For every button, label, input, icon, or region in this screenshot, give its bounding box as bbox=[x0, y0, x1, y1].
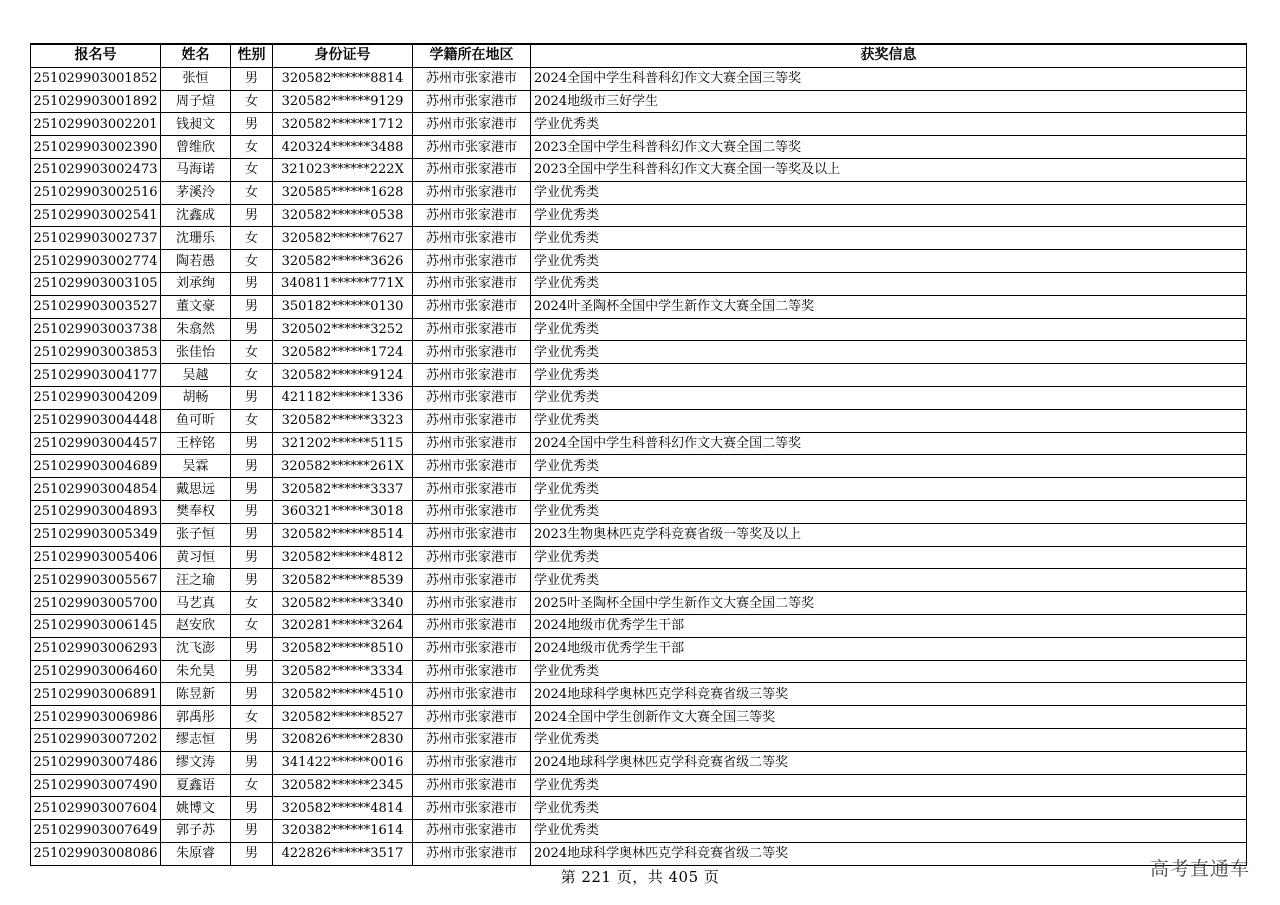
student-name-cell: 鱼可昕 bbox=[161, 409, 231, 432]
id-number-cell: 320582******3334 bbox=[273, 660, 413, 683]
award-info-cell: 学业优秀类 bbox=[531, 409, 1247, 432]
table-row bbox=[31, 432, 1247, 455]
id-number-cell: 320582******3626 bbox=[273, 250, 413, 273]
student-name-cell: 汪之瑜 bbox=[161, 569, 231, 592]
id-number-cell: 320582******4812 bbox=[273, 546, 413, 569]
award-info-cell: 学业优秀类 bbox=[531, 774, 1247, 797]
table-row bbox=[31, 227, 1247, 250]
student-name-cell: 周子煊 bbox=[161, 90, 231, 113]
award-info-cell: 学业优秀类 bbox=[531, 181, 1247, 204]
school-region-cell: 苏州市张家港市 bbox=[413, 67, 531, 90]
registration-number-cell: 251029903003105 bbox=[31, 272, 161, 295]
award-info-cell: 2023全国中学生科普科幻作文大赛全国一等奖及以上 bbox=[531, 158, 1247, 181]
id-number-cell: 320582******4814 bbox=[273, 797, 413, 820]
gender-cell: 女 bbox=[231, 614, 273, 637]
table-row bbox=[31, 364, 1247, 387]
student-name-cell: 钱昶文 bbox=[161, 113, 231, 136]
registration-number-cell: 251029903006891 bbox=[31, 683, 161, 706]
table-row bbox=[31, 751, 1247, 774]
id-number-cell: 320582******3337 bbox=[273, 478, 413, 501]
student-name-cell: 黄习恒 bbox=[161, 546, 231, 569]
student-name-cell: 朱翕然 bbox=[161, 318, 231, 341]
student-name-cell: 缪文涛 bbox=[161, 751, 231, 774]
id-number-cell: 320582******3340 bbox=[273, 592, 413, 615]
gender-cell: 女 bbox=[231, 90, 273, 113]
id-number-cell: 320281******3264 bbox=[273, 614, 413, 637]
id-number-cell: 321023******222X bbox=[273, 158, 413, 181]
table-row bbox=[31, 820, 1247, 843]
student-name-cell: 胡畅 bbox=[161, 386, 231, 409]
id-number-cell: 320582******8527 bbox=[273, 706, 413, 729]
table-row bbox=[31, 706, 1247, 729]
table-body bbox=[31, 67, 1247, 865]
id-number-cell: 320582******9129 bbox=[273, 90, 413, 113]
id-number-cell: 320582******7627 bbox=[273, 227, 413, 250]
table-row bbox=[31, 797, 1247, 820]
award-info-cell: 学业优秀类 bbox=[531, 546, 1247, 569]
registration-number-cell: 251029903007486 bbox=[31, 751, 161, 774]
table-row bbox=[31, 500, 1247, 523]
gender-cell: 男 bbox=[231, 523, 273, 546]
table-row bbox=[31, 774, 1247, 797]
registration-number-cell: 251029903005406 bbox=[31, 546, 161, 569]
id-number-cell: 422826******3517 bbox=[273, 842, 413, 865]
id-number-cell: 341422******0016 bbox=[273, 751, 413, 774]
table-row bbox=[31, 386, 1247, 409]
gender-cell: 女 bbox=[231, 158, 273, 181]
id-number-cell: 320582******2345 bbox=[273, 774, 413, 797]
gender-cell: 男 bbox=[231, 455, 273, 478]
school-region-cell: 苏州市张家港市 bbox=[413, 341, 531, 364]
id-number-cell: 420324******3488 bbox=[273, 136, 413, 159]
school-region-cell: 苏州市张家港市 bbox=[413, 500, 531, 523]
student-name-cell: 张恒 bbox=[161, 67, 231, 90]
table-row bbox=[31, 204, 1247, 227]
award-info-cell: 学业优秀类 bbox=[531, 728, 1247, 751]
gender-cell: 女 bbox=[231, 136, 273, 159]
registration-number-cell: 251029903007490 bbox=[31, 774, 161, 797]
id-number-cell: 421182******1336 bbox=[273, 386, 413, 409]
table-row bbox=[31, 158, 1247, 181]
student-name-cell: 樊奉权 bbox=[161, 500, 231, 523]
gender-cell: 男 bbox=[231, 820, 273, 843]
school-region-cell: 苏州市张家港市 bbox=[413, 295, 531, 318]
award-info-cell: 2023全国中学生科普科幻作文大赛全国二等奖 bbox=[531, 136, 1247, 159]
header-award-info: 获奖信息 bbox=[531, 44, 1247, 67]
school-region-cell: 苏州市张家港市 bbox=[413, 523, 531, 546]
gender-cell: 男 bbox=[231, 660, 273, 683]
id-number-cell: 320826******2830 bbox=[273, 728, 413, 751]
gender-cell: 女 bbox=[231, 341, 273, 364]
table-row bbox=[31, 660, 1247, 683]
gender-cell: 男 bbox=[231, 637, 273, 660]
registration-number-cell: 251029903001892 bbox=[31, 90, 161, 113]
gender-cell: 女 bbox=[231, 592, 273, 615]
award-info-cell: 2024地级市三好学生 bbox=[531, 90, 1247, 113]
id-number-cell: 320582******3323 bbox=[273, 409, 413, 432]
gender-cell: 男 bbox=[231, 683, 273, 706]
registration-number-cell: 251029903002516 bbox=[31, 181, 161, 204]
student-name-cell: 张佳怡 bbox=[161, 341, 231, 364]
gender-cell: 男 bbox=[231, 500, 273, 523]
registration-number-cell: 251029903002390 bbox=[31, 136, 161, 159]
student-name-cell: 马艺真 bbox=[161, 592, 231, 615]
gender-cell: 女 bbox=[231, 774, 273, 797]
award-info-cell: 2024全国中学生科普科幻作文大赛全国三等奖 bbox=[531, 67, 1247, 90]
school-region-cell: 苏州市张家港市 bbox=[413, 842, 531, 865]
award-info-cell: 学业优秀类 bbox=[531, 660, 1247, 683]
registration-number-cell: 251029903003853 bbox=[31, 341, 161, 364]
award-info-cell: 学业优秀类 bbox=[531, 250, 1247, 273]
table-row bbox=[31, 90, 1247, 113]
student-name-cell: 沈珊乐 bbox=[161, 227, 231, 250]
award-info-cell: 学业优秀类 bbox=[531, 569, 1247, 592]
school-region-cell: 苏州市张家港市 bbox=[413, 660, 531, 683]
school-region-cell: 苏州市张家港市 bbox=[413, 318, 531, 341]
school-region-cell: 苏州市张家港市 bbox=[413, 728, 531, 751]
gender-cell: 女 bbox=[231, 181, 273, 204]
id-number-cell: 320582******8814 bbox=[273, 67, 413, 90]
gender-cell: 男 bbox=[231, 546, 273, 569]
registration-number-cell: 251029903001852 bbox=[31, 67, 161, 90]
school-region-cell: 苏州市张家港市 bbox=[413, 432, 531, 455]
award-info-cell: 学业优秀类 bbox=[531, 455, 1247, 478]
table-row bbox=[31, 614, 1247, 637]
student-name-cell: 姚博文 bbox=[161, 797, 231, 820]
student-name-cell: 陶若愚 bbox=[161, 250, 231, 273]
registration-number-cell: 251029903004893 bbox=[31, 500, 161, 523]
award-info-cell: 2023生物奥林匹克学科竞赛省级一等奖及以上 bbox=[531, 523, 1247, 546]
school-region-cell: 苏州市张家港市 bbox=[413, 113, 531, 136]
gender-cell: 男 bbox=[231, 478, 273, 501]
id-number-cell: 321202******5115 bbox=[273, 432, 413, 455]
school-region-cell: 苏州市张家港市 bbox=[413, 592, 531, 615]
id-number-cell: 320582******0538 bbox=[273, 204, 413, 227]
school-region-cell: 苏州市张家港市 bbox=[413, 250, 531, 273]
registration-number-cell: 251029903008086 bbox=[31, 842, 161, 865]
table-row bbox=[31, 318, 1247, 341]
registration-number-cell: 251029903004689 bbox=[31, 455, 161, 478]
student-name-cell: 陈昱新 bbox=[161, 683, 231, 706]
gender-cell: 女 bbox=[231, 409, 273, 432]
gender-cell: 女 bbox=[231, 364, 273, 387]
header-school-region: 学籍所在地区 bbox=[413, 44, 531, 67]
award-info-cell: 2024叶圣陶杯全国中学生新作文大赛全国二等奖 bbox=[531, 295, 1247, 318]
award-info-cell: 2024全国中学生科普科幻作文大赛全国二等奖 bbox=[531, 432, 1247, 455]
table-row bbox=[31, 637, 1247, 660]
registration-number-cell: 251029903005700 bbox=[31, 592, 161, 615]
registration-number-cell: 251029903007649 bbox=[31, 820, 161, 843]
id-number-cell: 320502******3252 bbox=[273, 318, 413, 341]
student-name-cell: 朱允昊 bbox=[161, 660, 231, 683]
gender-cell: 男 bbox=[231, 113, 273, 136]
id-number-cell: 320582******8514 bbox=[273, 523, 413, 546]
id-number-cell: 360321******3018 bbox=[273, 500, 413, 523]
school-region-cell: 苏州市张家港市 bbox=[413, 204, 531, 227]
student-name-cell: 曾维欣 bbox=[161, 136, 231, 159]
school-region-cell: 苏州市张家港市 bbox=[413, 546, 531, 569]
id-number-cell: 340811******771X bbox=[273, 272, 413, 295]
award-info-cell: 学业优秀类 bbox=[531, 500, 1247, 523]
school-region-cell: 苏州市张家港市 bbox=[413, 614, 531, 637]
gender-cell: 男 bbox=[231, 432, 273, 455]
gender-cell: 男 bbox=[231, 272, 273, 295]
school-region-cell: 苏州市张家港市 bbox=[413, 90, 531, 113]
school-region-cell: 苏州市张家港市 bbox=[413, 158, 531, 181]
school-region-cell: 苏州市张家港市 bbox=[413, 683, 531, 706]
gender-cell: 男 bbox=[231, 295, 273, 318]
school-region-cell: 苏州市张家港市 bbox=[413, 227, 531, 250]
gender-cell: 男 bbox=[231, 318, 273, 341]
student-name-cell: 戴思远 bbox=[161, 478, 231, 501]
student-name-cell: 张子恒 bbox=[161, 523, 231, 546]
school-region-cell: 苏州市张家港市 bbox=[413, 136, 531, 159]
page-number: 第 221 页，共 405 页 bbox=[560, 868, 720, 886]
header-registration-number: 报名号 bbox=[31, 44, 161, 67]
school-region-cell: 苏州市张家港市 bbox=[413, 751, 531, 774]
table-row bbox=[31, 341, 1247, 364]
school-region-cell: 苏州市张家港市 bbox=[413, 386, 531, 409]
award-info-cell: 2024地级市优秀学生干部 bbox=[531, 614, 1247, 637]
id-number-cell: 320585******1628 bbox=[273, 181, 413, 204]
student-name-cell: 董文豪 bbox=[161, 295, 231, 318]
student-name-cell: 马海诺 bbox=[161, 158, 231, 181]
award-info-cell: 2024地球科学奥林匹克学科竞赛省级二等奖 bbox=[531, 751, 1247, 774]
student-name-cell: 夏鑫语 bbox=[161, 774, 231, 797]
table-row bbox=[31, 136, 1247, 159]
registration-number-cell: 251029903006986 bbox=[31, 706, 161, 729]
award-info-cell: 2024地球科学奥林匹克学科竞赛省级三等奖 bbox=[531, 683, 1247, 706]
award-info-cell: 学业优秀类 bbox=[531, 478, 1247, 501]
watermark-logo-text: 高考直通车 bbox=[1149, 858, 1250, 880]
table-row bbox=[31, 569, 1247, 592]
school-region-cell: 苏州市张家港市 bbox=[413, 364, 531, 387]
student-name-cell: 王梓铭 bbox=[161, 432, 231, 455]
table-row bbox=[31, 409, 1247, 432]
student-name-cell: 茅溪泠 bbox=[161, 181, 231, 204]
student-name-cell: 沈飞澎 bbox=[161, 637, 231, 660]
student-name-cell: 刘承绚 bbox=[161, 272, 231, 295]
award-info-cell: 学业优秀类 bbox=[531, 227, 1247, 250]
school-region-cell: 苏州市张家港市 bbox=[413, 569, 531, 592]
table-row bbox=[31, 67, 1247, 90]
table-row bbox=[31, 455, 1247, 478]
table-row bbox=[31, 683, 1247, 706]
school-region-cell: 苏州市张家港市 bbox=[413, 409, 531, 432]
table-row bbox=[31, 592, 1247, 615]
award-info-cell: 学业优秀类 bbox=[531, 272, 1247, 295]
id-number-cell: 320582******1712 bbox=[273, 113, 413, 136]
table-row bbox=[31, 113, 1247, 136]
award-info-cell: 学业优秀类 bbox=[531, 797, 1247, 820]
id-number-cell: 320582******261X bbox=[273, 455, 413, 478]
registration-number-cell: 251029903002201 bbox=[31, 113, 161, 136]
registration-number-cell: 251029903006293 bbox=[31, 637, 161, 660]
award-info-cell: 学业优秀类 bbox=[531, 364, 1247, 387]
student-name-cell: 赵安欣 bbox=[161, 614, 231, 637]
gender-cell: 男 bbox=[231, 386, 273, 409]
award-info-cell: 学业优秀类 bbox=[531, 341, 1247, 364]
registration-number-cell: 251029903003738 bbox=[31, 318, 161, 341]
award-info-cell: 学业优秀类 bbox=[531, 204, 1247, 227]
registration-number-cell: 251029903004209 bbox=[31, 386, 161, 409]
id-number-cell: 350182******0130 bbox=[273, 295, 413, 318]
gender-cell: 女 bbox=[231, 706, 273, 729]
school-region-cell: 苏州市张家港市 bbox=[413, 455, 531, 478]
gender-cell: 女 bbox=[231, 250, 273, 273]
registration-number-cell: 251029903005567 bbox=[31, 569, 161, 592]
table-row bbox=[31, 546, 1247, 569]
student-name-cell: 吴越 bbox=[161, 364, 231, 387]
student-name-cell: 缪志恒 bbox=[161, 728, 231, 751]
gender-cell: 男 bbox=[231, 569, 273, 592]
award-info-cell: 学业优秀类 bbox=[531, 820, 1247, 843]
table-row bbox=[31, 295, 1247, 318]
award-info-cell: 学业优秀类 bbox=[531, 386, 1247, 409]
header-gender: 性别 bbox=[231, 44, 273, 67]
id-number-cell: 320582******9124 bbox=[273, 364, 413, 387]
table-row bbox=[31, 272, 1247, 295]
award-info-cell: 学业优秀类 bbox=[531, 318, 1247, 341]
school-region-cell: 苏州市张家港市 bbox=[413, 820, 531, 843]
table-row bbox=[31, 250, 1247, 273]
student-name-cell: 郭禹彤 bbox=[161, 706, 231, 729]
award-roster-table bbox=[30, 43, 1247, 866]
registration-number-cell: 251029903004457 bbox=[31, 432, 161, 455]
award-info-cell: 学业优秀类 bbox=[531, 113, 1247, 136]
registration-number-cell: 251029903007202 bbox=[31, 728, 161, 751]
registration-number-cell: 251029903004448 bbox=[31, 409, 161, 432]
id-number-cell: 320582******8539 bbox=[273, 569, 413, 592]
gender-cell: 男 bbox=[231, 842, 273, 865]
award-info-cell: 2024地级市优秀学生干部 bbox=[531, 637, 1247, 660]
registration-number-cell: 251029903002473 bbox=[31, 158, 161, 181]
table-row bbox=[31, 181, 1247, 204]
student-name-cell: 沈鑫成 bbox=[161, 204, 231, 227]
student-name-cell: 吴霖 bbox=[161, 455, 231, 478]
table-header-row bbox=[31, 44, 1247, 67]
id-number-cell: 320582******4510 bbox=[273, 683, 413, 706]
school-region-cell: 苏州市张家港市 bbox=[413, 181, 531, 204]
award-info-cell: 2025叶圣陶杯全国中学生新作文大赛全国二等奖 bbox=[531, 592, 1247, 615]
gender-cell: 男 bbox=[231, 67, 273, 90]
gender-cell: 男 bbox=[231, 728, 273, 751]
school-region-cell: 苏州市张家港市 bbox=[413, 272, 531, 295]
registration-number-cell: 251029903004854 bbox=[31, 478, 161, 501]
award-info-cell: 2024地球科学奥林匹克学科竞赛省级二等奖 bbox=[531, 842, 1247, 865]
school-region-cell: 苏州市张家港市 bbox=[413, 797, 531, 820]
gender-cell: 男 bbox=[231, 204, 273, 227]
registration-number-cell: 251029903007604 bbox=[31, 797, 161, 820]
table-row bbox=[31, 728, 1247, 751]
id-number-cell: 320582******8510 bbox=[273, 637, 413, 660]
table-row bbox=[31, 478, 1247, 501]
registration-number-cell: 251029903004177 bbox=[31, 364, 161, 387]
registration-number-cell: 251029903006460 bbox=[31, 660, 161, 683]
id-number-cell: 320582******1724 bbox=[273, 341, 413, 364]
gender-cell: 男 bbox=[231, 751, 273, 774]
registration-number-cell: 251029903003527 bbox=[31, 295, 161, 318]
registration-number-cell: 251029903002737 bbox=[31, 227, 161, 250]
school-region-cell: 苏州市张家港市 bbox=[413, 478, 531, 501]
school-region-cell: 苏州市张家港市 bbox=[413, 637, 531, 660]
header-id-number: 身份证号 bbox=[273, 44, 413, 67]
gender-cell: 男 bbox=[231, 797, 273, 820]
registration-number-cell: 251029903002774 bbox=[31, 250, 161, 273]
registration-number-cell: 251029903005349 bbox=[31, 523, 161, 546]
student-name-cell: 郭子苏 bbox=[161, 820, 231, 843]
registration-number-cell: 251029903006145 bbox=[31, 614, 161, 637]
gender-cell: 女 bbox=[231, 227, 273, 250]
table-row bbox=[31, 523, 1247, 546]
id-number-cell: 320382******1614 bbox=[273, 820, 413, 843]
school-region-cell: 苏州市张家港市 bbox=[413, 706, 531, 729]
school-region-cell: 苏州市张家港市 bbox=[413, 774, 531, 797]
award-info-cell: 2024全国中学生创新作文大赛全国三等奖 bbox=[531, 706, 1247, 729]
registration-number-cell: 251029903002541 bbox=[31, 204, 161, 227]
table-row bbox=[31, 842, 1247, 865]
header-name: 姓名 bbox=[161, 44, 231, 67]
student-name-cell: 朱原睿 bbox=[161, 842, 231, 865]
